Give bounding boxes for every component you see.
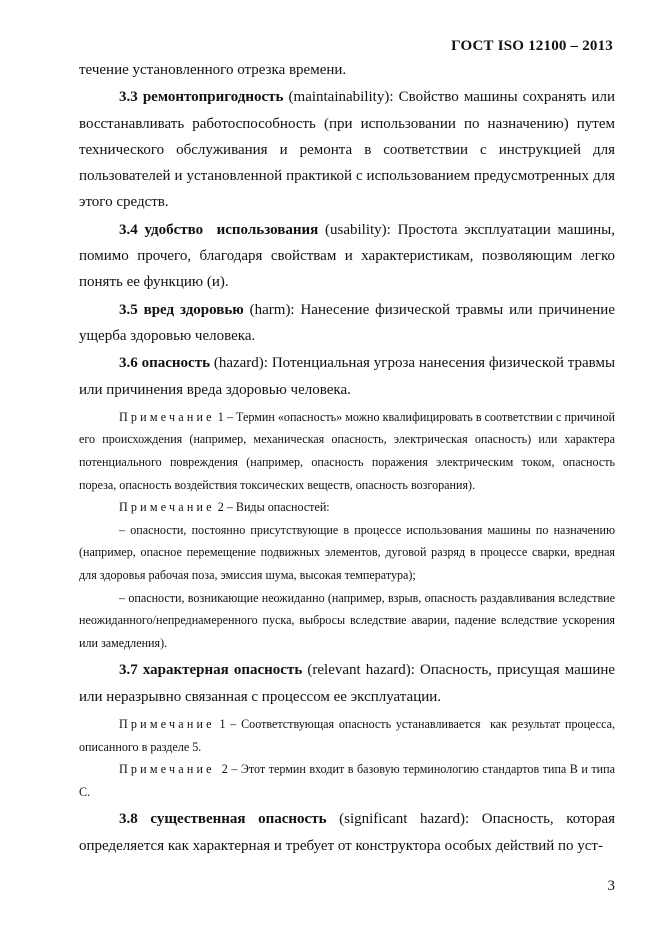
- term-name: вред здоровью: [143, 301, 244, 318]
- relevant-note-2: [79, 758, 619, 803]
- note-text: 2 – Виды опасностей:: [214, 500, 330, 515]
- page-number: 3: [607, 878, 615, 894]
- term-number: 3.8: [119, 811, 138, 828]
- term-english: (usability):: [325, 221, 391, 238]
- hazard-note-2: [79, 496, 615, 519]
- term-name: опасность: [141, 355, 210, 372]
- note-text: 1 – Соответствующая опасность устанавливается как результат процесса, описанного в разделе 5.: [79, 716, 619, 754]
- term-definition: Свойство машины сохранять или восстанавливать работоспособность (при использовании по назначению) путем технического обслуживания и ремонта в соответствии с инструкцией для пользователей и установленной практикой с использованием предусмотренных для этого средств.: [79, 89, 615, 211]
- relevant-notes: [79, 713, 619, 803]
- term-3-5: [79, 297, 615, 350]
- note-text: 2 – Этот термин входит в базовую терминологию стандартов типа В и типа С.: [79, 762, 619, 799]
- relevant-note-1: [79, 713, 619, 758]
- term-number: 3.4: [119, 221, 138, 238]
- note-label: Примечание: [119, 716, 215, 731]
- document-body: [79, 57, 619, 859]
- term-english: (hazard):: [213, 355, 268, 372]
- term-english: (harm):: [249, 301, 295, 318]
- term-definition: Опасность, присущая машине или неразрывно связанная с процессом ее эксплуатации.: [79, 662, 616, 705]
- term-number: 3.3: [119, 89, 138, 106]
- term-3-8: [79, 806, 615, 859]
- term-number: 3.5: [119, 301, 138, 318]
- term-name: ремонтопригодность: [142, 89, 284, 106]
- term-number: 3.6: [119, 355, 138, 372]
- term-name: существенная опасность: [150, 811, 327, 828]
- term-3-6: [79, 350, 615, 403]
- term-definition: Потенциальная угроза нанесения физической травмы или причинения вреда здоровью человека.: [79, 355, 616, 398]
- hazard-note-1: [79, 406, 615, 496]
- term-english: (maintainability):: [288, 89, 394, 106]
- hazard-notes: [79, 406, 615, 655]
- intro-line: течение установленного отрезка времени.: [79, 62, 347, 78]
- term-definition: Нанесение физической травмы или причинение ущерба здоровью человека.: [79, 301, 615, 344]
- document-header: ГОСТ ISO 12100 – 2013: [451, 38, 613, 54]
- term-definition: Опасность, которая определяется как характерная и требует от конструктора особых действий по уст-: [79, 811, 616, 854]
- hazard-bullet-2: – опасности, возникающие неожиданно (например, взрыв, опасность раздавливания вследствие неожиданного/непреднамеренного пуска, выбросы вследствие аварии, падение вследствие ускорения или замедления).: [79, 590, 615, 650]
- term-english: (significant hazard):: [339, 811, 470, 828]
- note-text: 1 – Термин «опасность» можно квалифицировать в соответствии с причиной его происхождения (например, механическая опасность, электрическая опасность) или характера потенциального повреждения (например, опасность поражения электрическим током, опасность пореза, опасность воздействия токсических веществ, опасность возгорания).: [79, 409, 615, 492]
- term-3-3: [79, 84, 615, 215]
- term-3-4: [79, 217, 615, 296]
- term-english: (relevant hazard):: [307, 662, 415, 679]
- term-number: 3.7: [119, 662, 138, 679]
- note-label: Примечание: [119, 500, 215, 515]
- hazard-bullet-1: – опасности, постоянно присутствующие в процессе использования машины по назначению (например, опасное перемещение подвижных элементов, дуговой разряд в процессе сварки, вредная для здоровья рабочая поза, эмиссия шума, высокая температура);: [79, 522, 615, 583]
- note-label: Примечание: [119, 409, 215, 424]
- note-label: Примечание: [119, 762, 215, 777]
- term-definition: Простота эксплуатации машины, помимо прочего, благодаря свойствам и характеристикам, позволяющим легко понять ее функцию (и).: [79, 221, 616, 291]
- term-name: характерная опасность: [142, 662, 303, 679]
- term-name: удобство использования: [144, 221, 319, 238]
- term-3-7: [79, 657, 615, 710]
